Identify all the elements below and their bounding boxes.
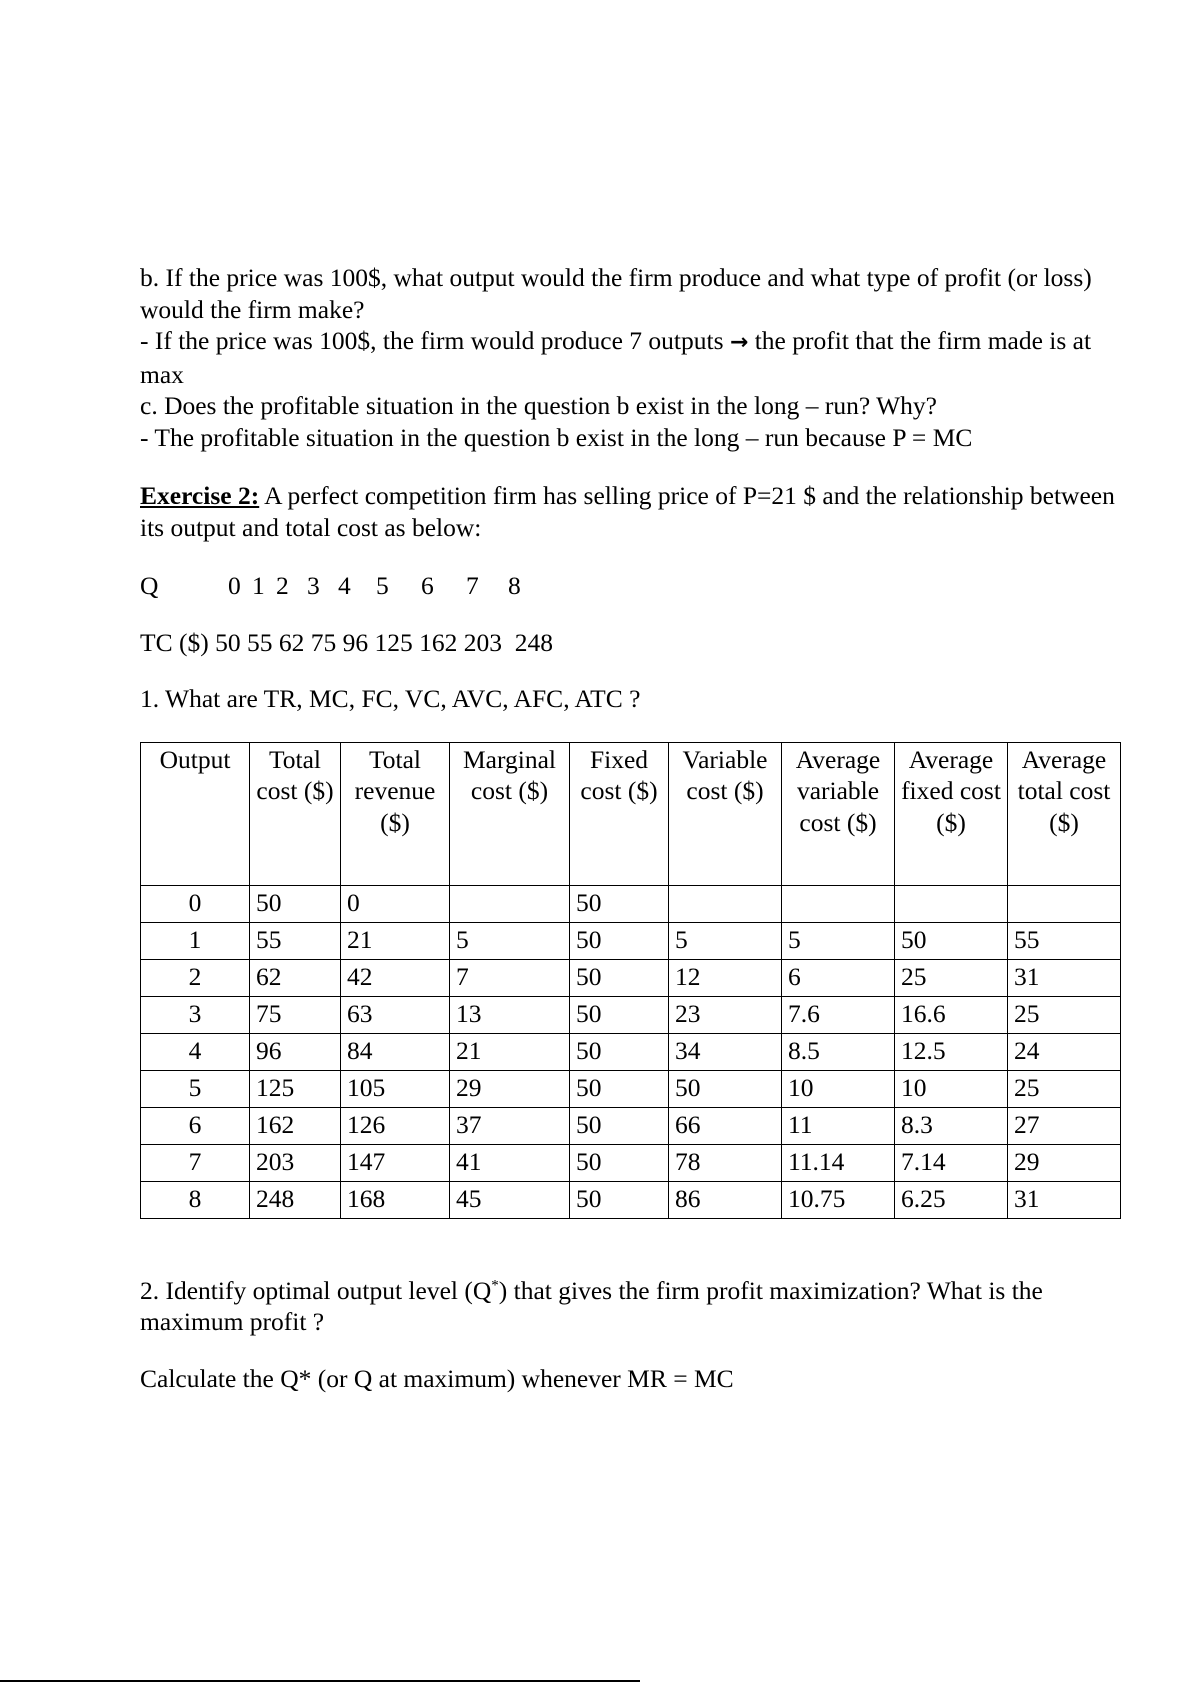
table-cell: 11 [782,1107,895,1144]
table-cell: 126 [341,1107,450,1144]
table-cell: 5 [782,922,895,959]
table-cell: 10 [782,1070,895,1107]
table-row [141,1033,1121,1070]
q-row [140,570,1130,602]
tc-value: 62 [278,627,305,657]
q-value: 8 [508,571,521,600]
table-cell: 86 [669,1181,782,1218]
q-value: 0 [228,571,241,600]
table-cell: 8.3 [895,1107,1008,1144]
answer-b-part1: - If the price was 100$, the firm would produce 7 outputs [140,326,730,355]
table-cell: 84 [341,1033,450,1070]
table-cell: 6 [141,1107,250,1144]
q-value: 7 [466,571,479,600]
table-cell: 55 [1008,922,1121,959]
table-row [141,959,1121,996]
table-cell: 31 [1008,959,1121,996]
question-2-sup: * [491,1277,499,1293]
table-cell: 168 [341,1181,450,1218]
answer-2: Calculate the Q* (or Q at maximum) whenever MR = MC [140,1363,734,1393]
q-value: 6 [421,571,434,600]
table-cell: 78 [669,1144,782,1181]
table-row [141,1144,1121,1181]
exercise-2-paragraph [140,480,1130,543]
table-cell: 5 [450,922,570,959]
table-cell: 13 [450,996,570,1033]
table-cell: 96 [250,1033,341,1070]
table-cell: 10 [895,1070,1008,1107]
table-cell: 10.75 [782,1181,895,1218]
table-cell: 24 [1008,1033,1121,1070]
table-cell: 125 [250,1070,341,1107]
footer-rule-segment [597,1680,637,1682]
header-output: Output [141,742,250,885]
header-average-variable-cost: Average variable cost ($) [782,742,895,885]
table-cell: 29 [450,1070,570,1107]
table-header-row [141,742,1121,885]
table-cell: 7 [141,1144,250,1181]
tc-value: 125 [374,627,413,657]
exercise-2-label: Exercise 2: [140,481,260,510]
header-total-cost: Total cost ($) [250,742,341,885]
table-cell: 50 [570,1144,669,1181]
answer-b [140,325,1130,390]
table-cell: 7.6 [782,996,895,1033]
table-cell: 105 [341,1070,450,1107]
table-cell: 50 [570,922,669,959]
table-cell: 50 [570,1070,669,1107]
table-cell: 42 [341,959,450,996]
table-cell [450,885,570,922]
tc-value: 55 [246,627,273,657]
header-total-revenue: Total revenue ($) [341,742,450,885]
table-cell: 23 [669,996,782,1033]
table-cell: 6 [782,959,895,996]
table-cell: 248 [250,1181,341,1218]
exercise-2-text: A perfect competition firm has selling price of P=21 $ and the relationship between its output and total cost as below: [140,481,1115,542]
table-row [141,1070,1121,1107]
table-cell: 50 [570,996,669,1033]
table-cell: 66 [669,1107,782,1144]
table-cell: 0 [141,885,250,922]
table-cell [669,885,782,922]
cost-table [140,742,1121,1219]
table-cell: 162 [250,1107,341,1144]
arrow-right-icon: → [729,330,749,355]
table-cell: 50 [570,1107,669,1144]
table-cell: 75 [250,996,341,1033]
tc-value: 203 [463,627,502,657]
table-cell: 50 [570,1033,669,1070]
table-cell: 5 [669,922,782,959]
tc-value: 75 [310,627,337,657]
table-cell: 5 [141,1070,250,1107]
table-cell: 50 [895,922,1008,959]
table-cell: 21 [341,922,450,959]
q-value: 4 [338,571,351,600]
table-cell [1008,885,1121,922]
table-row [141,885,1121,922]
header-average-total-cost: Average total cost ($) [1008,742,1121,885]
tc-value: 50 [215,627,241,657]
table-cell: 21 [450,1033,570,1070]
answer-b-part2: the profit that the firm made is at max [140,326,1092,389]
table-cell: 12 [669,959,782,996]
table-row [141,922,1121,959]
table-cell: 62 [250,959,341,996]
table-cell: 12.5 [895,1033,1008,1070]
document-page [140,262,1130,1394]
table-cell: 50 [669,1070,782,1107]
table-cell: 50 [570,885,669,922]
table-cell: 37 [450,1107,570,1144]
table-cell: 27 [1008,1107,1121,1144]
q-value: 1 [252,571,265,600]
header-variable-cost: Variable cost ($) [669,742,782,885]
q-values [228,571,528,600]
tc-value: 248 [514,627,553,657]
table-cell: 29 [1008,1144,1121,1181]
table-cell: 16.6 [895,996,1008,1033]
tc-label: TC ($) [140,627,209,657]
table-cell: 50 [250,885,341,922]
table-cell: 34 [669,1033,782,1070]
table-cell: 50 [570,959,669,996]
answer-c: - The profitable situation in the question b exist in the long – run because P = MC [140,422,973,452]
table-row [141,1107,1121,1144]
table-cell: 7.14 [895,1144,1008,1181]
question-c: c. Does the profitable situation in the question b exist in the long – run? Why? [140,391,937,420]
q-value: 5 [376,571,389,600]
table-cell: 6.25 [895,1181,1008,1218]
table-cell: 50 [570,1181,669,1218]
question-1: 1. What are TR, MC, FC, VC, AVC, AFC, ATC ? [140,684,641,713]
table-row [141,996,1121,1033]
table-cell: 55 [250,922,341,959]
question-b: b. If the price was 100$, what output would the firm produce and what type of profit (or loss) would the firm make? [140,263,1092,324]
table-cell: 0 [341,885,450,922]
table-cell: 2 [141,959,250,996]
table-cell: 147 [341,1144,450,1181]
question-2-part2: ) that gives the firm profit maximization? What is the maximum profit ? [140,1275,1043,1336]
table-cell: 41 [450,1144,570,1181]
table-cell: 1 [141,922,250,959]
table-cell [895,885,1008,922]
table-row [141,1181,1121,1218]
header-marginal-cost: Marginal cost ($) [450,742,570,885]
table-cell: 45 [450,1181,570,1218]
q-value: 2 [276,571,289,600]
q-value: 3 [307,571,320,600]
table-cell: 8 [141,1181,250,1218]
table-cell [782,885,895,922]
table-cell: 63 [341,996,450,1033]
question-2-part1: 2. Identify optimal output level (Q [140,1275,492,1305]
header-average-fixed-cost: Average fixed cost ($) [895,742,1008,885]
table-cell: 4 [141,1033,250,1070]
table-cell: 31 [1008,1181,1121,1218]
tc-row [140,627,1130,659]
table-cell: 203 [250,1144,341,1181]
tc-value: 162 [419,627,458,657]
header-fixed-cost: Fixed cost ($) [570,742,669,885]
q-label: Q [140,571,159,600]
table-cell: 25 [1008,1070,1121,1107]
table-cell: 7 [450,959,570,996]
table-cell: 25 [1008,996,1121,1033]
footer-rule [0,1680,640,1682]
table-cell: 8.5 [782,1033,895,1070]
tc-value: 96 [342,627,369,657]
table-cell: 25 [895,959,1008,996]
table-cell: 11.14 [782,1144,895,1181]
table-cell: 3 [141,996,250,1033]
question-2 [140,1275,1130,1338]
